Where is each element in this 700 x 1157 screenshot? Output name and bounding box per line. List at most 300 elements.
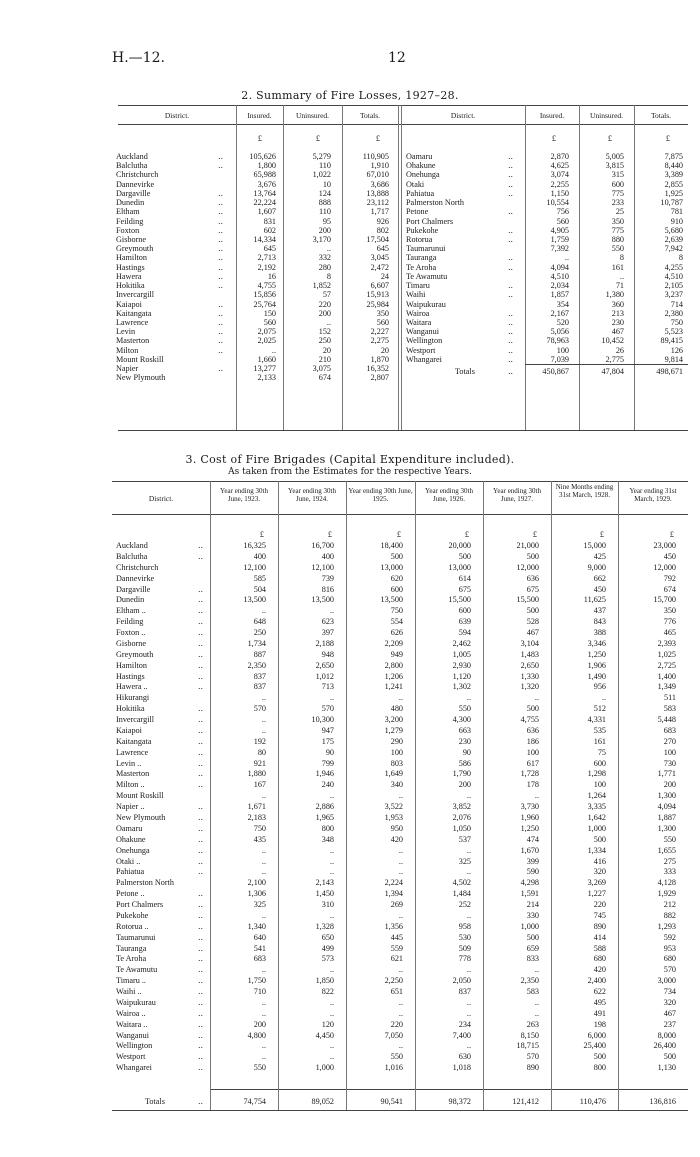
cost-value: 465 [663,628,676,638]
district-name: Milton .. [116,780,145,790]
cost-value: 437 [593,606,606,616]
cost-value: 90 [325,747,334,757]
district-name: Pukekohe [116,910,149,920]
cost-value: 630 [458,1052,471,1062]
leader-dots: .. [508,170,514,180]
cost-value: 8,000 [657,1030,676,1040]
district-name: Wellington [406,336,443,346]
cost-value: 1,250 [520,823,539,833]
district-name: Lawrence [116,317,149,327]
loss-value: 3,815 [605,161,624,171]
cost-value: .. [261,856,266,866]
loss-value: 20 [380,345,389,355]
cost-value: 626 [390,628,403,638]
cost-value: 7,050 [384,1030,403,1040]
currency-symbol: £ [665,134,670,143]
leader-dots: .. [218,253,224,263]
leader-dots: .. [198,682,204,692]
district-name: Kaiapoi [116,725,142,735]
column-header: Totals. [359,111,381,120]
leader-dots: .. [198,932,204,942]
cost-value: .. [329,910,334,920]
cost-value: 799 [321,758,334,768]
cost-value: 570 [253,704,266,714]
leader-dots: .. [508,253,514,263]
rule [112,1110,688,1111]
cost-value: .. [329,606,334,616]
totals-value: 121,412 [512,1097,539,1106]
cost-value: 947 [321,725,334,735]
loss-value: 22,224 [253,198,276,208]
cost-value: 13,500 [243,595,266,605]
currency-symbol: £ [607,134,612,143]
cost-value: 200 [663,780,676,790]
loss-value: 1,717 [370,207,389,217]
cost-value: 2,462 [452,638,471,648]
leader-dots: .. [198,541,204,550]
cost-value: 214 [526,900,539,910]
cost-value: 1,946 [315,769,334,779]
cost-value: 3,346 [587,638,606,648]
loss-value: 152 [318,327,331,337]
loss-value: 888 [318,198,331,208]
leader-dots: .. [218,207,224,217]
loss-value: .. [619,271,624,281]
cost-value: 15,000 [583,541,606,550]
cost-value: 500 [663,1052,676,1062]
cost-value: 4,450 [315,1030,334,1040]
cost-value: 1,300 [657,791,676,801]
loss-value: 2,167 [550,308,569,318]
loss-value: 1,852 [312,281,331,291]
currency-symbol: £ [396,530,401,539]
loss-value: 781 [670,207,683,217]
loss-value: 124 [318,188,331,198]
cost-value: .. [261,1052,266,1062]
leader-dots: .. [218,152,224,161]
cost-value: 528 [526,617,539,627]
cost-value: 2,400 [587,976,606,986]
cost-value: 6,000 [587,1030,606,1040]
currency-symbol: £ [532,530,537,539]
cost-value: 13,000 [380,562,403,572]
cost-value: 1,906 [587,660,606,670]
cost-value: 958 [458,921,471,931]
loss-value: 2,025 [257,336,276,346]
loss-value: 15,856 [253,290,276,300]
district-name: Lawrence [116,747,149,757]
currency-symbol: £ [259,530,264,539]
cost-value: 1,334 [587,845,606,855]
district-name: Ohakune [116,834,146,844]
district-name: Onehunga [116,845,150,855]
cost-value: 583 [526,987,539,997]
leader-dots: .. [198,965,204,975]
currency-symbol: £ [257,134,262,143]
leader-dots: .. [198,910,204,920]
district-name: Te Aroha [116,954,147,964]
cost-value: 1,880 [247,769,266,779]
loss-value: 910 [670,216,683,226]
cost-value: 710 [253,987,266,997]
rule [401,105,402,430]
leader-dots: .. [508,225,514,235]
district-name: New Plymouth [116,813,166,822]
cost-value: 750 [390,606,403,616]
cost-value: 450 [593,584,606,594]
cost-value: 550 [663,834,676,844]
loss-value: 2,775 [605,354,624,364]
totals-insured: 450,867 [542,367,569,377]
district-name: Dargaville [116,584,151,594]
district-name: Port Chalmers [406,216,454,226]
district-name: Christchurch [116,170,159,180]
cost-value: 600 [458,606,471,616]
cost-value: 1,012 [315,671,334,681]
district-name: Timaru .. [116,976,146,986]
cost-value: 620 [390,573,403,583]
leader-dots: .. [218,198,224,208]
year-header: Year ending 30th June, 1927. [493,487,541,503]
rule [342,105,343,430]
loss-value: 1,660 [257,354,276,364]
cost-value: 397 [321,628,334,638]
cost-value: 1,356 [384,921,403,931]
cost-value: 680 [593,954,606,964]
loss-value: 332 [318,253,331,263]
cost-value: 1,130 [657,1063,676,1073]
loss-value: 220 [318,299,331,309]
cost-value: .. [261,725,266,735]
loss-value: 2,870 [550,152,569,161]
cost-value: 2,188 [315,638,334,648]
cost-value: 663 [458,725,471,735]
cost-value: 320 [593,867,606,877]
leader-dots: .. [218,188,224,198]
leader-dots: .. [198,856,204,866]
leader-dots: .. [508,188,514,198]
loss-value: 110,905 [362,152,389,161]
cost-value: 1,450 [315,889,334,899]
cost-value: 500 [458,551,471,561]
cost-value: 1,025 [657,649,676,659]
loss-value: 25 [615,207,624,217]
cost-value: 683 [253,954,266,964]
district-name: Christchurch [116,562,159,572]
district-name: Rotorua [406,234,433,244]
cost-value: 1,241 [384,682,403,692]
cost-value: 474 [526,834,539,844]
leader-dots: .. [198,845,204,855]
cost-value: 1,306 [247,889,266,899]
cost-value: 120 [321,1019,334,1029]
column-header: Totals. [650,111,672,120]
cost-value: 778 [458,954,471,964]
rule [118,430,688,431]
cost-value: 1,206 [384,671,403,681]
loss-value: 600 [611,179,624,189]
loss-value: 1,759 [550,234,569,244]
cost-value: 2,350 [247,660,266,670]
cost-value: .. [466,1008,471,1018]
cost-value: 13,000 [448,562,471,572]
cost-value: 675 [526,584,539,594]
cost-value: .. [534,791,539,801]
district-name: Oamaru [406,152,433,161]
cost-value: 445 [390,932,403,942]
loss-value: 360 [611,299,624,309]
leader-dots: .. [198,1097,204,1106]
cost-value: 890 [526,1063,539,1073]
loss-value: 560 [556,216,569,226]
district-name: Whangarei [116,1063,152,1073]
district-name: Feilding [116,216,144,226]
page-ref: H.—12. [112,50,165,66]
cost-value: 100 [390,747,403,757]
district-name: Petone [406,207,429,217]
currency-symbol: £ [551,134,556,143]
district-name: Pukekohe [406,225,439,235]
leader-dots: .. [508,262,514,272]
loss-value: 13,888 [366,188,389,198]
cost-value: 15,500 [448,595,471,605]
cost-value: 400 [253,551,266,561]
cost-value: 1,649 [384,769,403,779]
cost-value: 4,128 [657,878,676,888]
loss-value: 13,764 [253,188,276,198]
leader-dots: .. [198,606,204,616]
district-name: Taumarunui [406,244,446,254]
cost-value: 1,250 [587,649,606,659]
loss-value: 2,227 [370,327,389,337]
cost-value: 500 [593,1052,606,1062]
cost-value: 1,483 [520,649,539,659]
loss-value: 8 [678,253,683,263]
loss-value: 7,392 [550,244,569,254]
loss-value: 926 [376,216,389,226]
cost-value: 600 [390,584,403,594]
cost-value: .. [261,965,266,975]
loss-value: 2,472 [370,262,389,272]
loss-value: 2,105 [664,281,683,291]
cost-value: 734 [663,987,676,997]
cost-value: 1,400 [657,671,676,681]
leader-dots: .. [198,551,204,561]
leader-dots: .. [198,584,204,594]
loss-value: 1,150 [550,188,569,198]
cost-value: 3,200 [384,715,403,725]
rule [112,481,688,482]
leader-dots: .. [508,234,514,244]
cost-value: 792 [663,573,676,583]
cost-value: .. [466,693,471,703]
cost-value: 1,000 [315,1063,334,1073]
cost-value: 75 [597,747,606,757]
cost-value: 3,522 [384,802,403,812]
loss-value: 2,807 [370,373,389,383]
totals-label: Totals [455,367,475,377]
column-header: Insured. [247,111,272,120]
cost-value: 680 [663,954,676,964]
loss-value: 5,279 [312,152,331,161]
cost-value: 80 [257,747,266,757]
loss-value: 95 [322,216,331,226]
cost-value: 310 [321,900,334,910]
loss-value: 6,607 [370,281,389,291]
loss-value: 20 [322,345,331,355]
year-header: Year ending 30th June, 1925. [348,487,413,503]
cost-value: 1,960 [520,813,539,822]
year-header: Nine Months ending 31st March, 1928. [555,483,614,499]
leader-dots: .. [218,308,224,318]
loss-value: 2,275 [370,336,389,346]
cost-value: 949 [390,649,403,659]
year-header: Year ending 30th June, 1924. [288,487,336,503]
loss-value: 250 [318,336,331,346]
loss-value: 1,910 [370,161,389,171]
cost-value: 614 [458,573,471,583]
district-name: Port Chalmers [116,900,164,910]
loss-value: 1,800 [257,161,276,171]
district-name: Hawera [116,271,142,281]
loss-value: 1,870 [370,354,389,364]
leader-dots: .. [198,725,204,735]
loss-value: 200 [318,308,331,318]
loss-value: 3,389 [664,170,683,180]
cost-value: 640 [253,932,266,942]
cost-value: 399 [526,856,539,866]
cost-value: .. [466,1041,471,1051]
cost-value: .. [398,693,403,703]
cost-value: 350 [663,606,676,616]
loss-value: 756 [556,207,569,217]
cost-value: 90 [462,747,471,757]
district-name: Greymouth [116,649,154,659]
loss-value: 2,713 [257,253,276,263]
cost-value: 2,224 [384,878,403,888]
loss-value: 7,875 [664,152,683,161]
cost-value: 16,325 [243,541,266,550]
cost-value: .. [329,791,334,801]
loss-value: 520 [556,317,569,327]
rule [118,124,688,125]
loss-value: 1,607 [257,207,276,217]
leader-dots: .. [198,715,204,725]
district-name: Whangarei [406,354,442,364]
cost-value: 2,930 [452,660,471,670]
summary-title: 2. Summary of Fire Losses, 1927–28. [241,89,459,102]
cost-value: 186 [526,736,539,746]
cost-value: 340 [390,780,403,790]
cost-value: 570 [663,965,676,975]
cost-value: .. [329,693,334,703]
cost-value: 15,700 [653,595,676,605]
district-name: Hastings [116,671,145,681]
cost-value: 198 [593,1019,606,1029]
loss-value: 2,380 [664,308,683,318]
rule [483,481,484,1110]
cost-value: .. [261,693,266,703]
cost-value: 467 [526,628,539,638]
cost-value: .. [466,867,471,877]
cost-value: 4,800 [247,1030,266,1040]
loss-value: 26 [615,345,624,355]
cost-value: 20,000 [448,541,471,550]
cost-value: 600 [593,758,606,768]
loss-value: 560 [263,317,276,327]
cost-value: 1,591 [520,889,539,899]
loss-value: 2,255 [550,179,569,189]
cost-value: 1,005 [452,649,471,659]
cost-value: 659 [526,943,539,953]
leader-dots: .. [218,271,224,281]
cost-value: 559 [390,943,403,953]
cost-value: 200 [253,1019,266,1029]
leader-dots: .. [508,161,514,171]
district-name: Hokitika [116,281,145,291]
leader-dots: .. [218,317,224,327]
totals-value: 74,754 [243,1097,266,1106]
leader-dots: .. [198,1063,204,1073]
district-name: Waihi [406,290,426,300]
leader-dots: .. [508,345,514,355]
cost-value: 23,000 [653,541,676,550]
cost-value: 333 [663,867,676,877]
loss-value: 645 [376,244,389,254]
cost-value: 467 [663,1008,676,1018]
cost-value: 953 [663,943,676,953]
loss-value: 23,112 [366,198,389,208]
loss-value: 8 [326,271,331,281]
cost-value: 1,484 [452,889,471,899]
cost-value: 2,650 [315,660,334,670]
leader-dots: .. [198,660,204,670]
rule [118,105,688,106]
district-name: Hamilton [116,660,147,670]
loss-value: 110 [319,207,331,217]
leader-dots: .. [198,758,204,768]
district-name: Waitara .. [116,1019,148,1029]
district-name: Masterton [116,336,150,346]
leader-dots: .. [508,317,514,327]
cost-value: 5,448 [657,715,676,725]
loss-value: 9,814 [664,354,683,364]
rule [618,481,619,1110]
district-name: Kaiapoi [116,299,142,309]
totals-label: Totals [145,1097,165,1106]
loss-value: 350 [611,216,624,226]
cost-value: 1,016 [384,1063,403,1073]
cost-value: 2,350 [520,976,539,986]
leader-dots: .. [198,889,204,899]
leader-dots: .. [508,367,514,377]
cost-value: 1,671 [247,802,266,812]
district-name: Levin [116,327,136,337]
cost-value: 1,670 [520,845,539,855]
cost-value: 2,886 [315,802,334,812]
loss-value: 4,255 [664,262,683,272]
cost-value: 745 [593,910,606,920]
cost-value: 650 [321,932,334,942]
district-name: Pahiatua [116,867,145,877]
cost-value: 9,000 [587,562,606,572]
currency-symbol: £ [599,530,604,539]
cost-value: 570 [526,1052,539,1062]
cost-value: 212 [663,900,676,910]
currency-symbol: £ [375,134,380,143]
district-name: Wanganui [406,327,439,337]
cost-value: .. [466,791,471,801]
